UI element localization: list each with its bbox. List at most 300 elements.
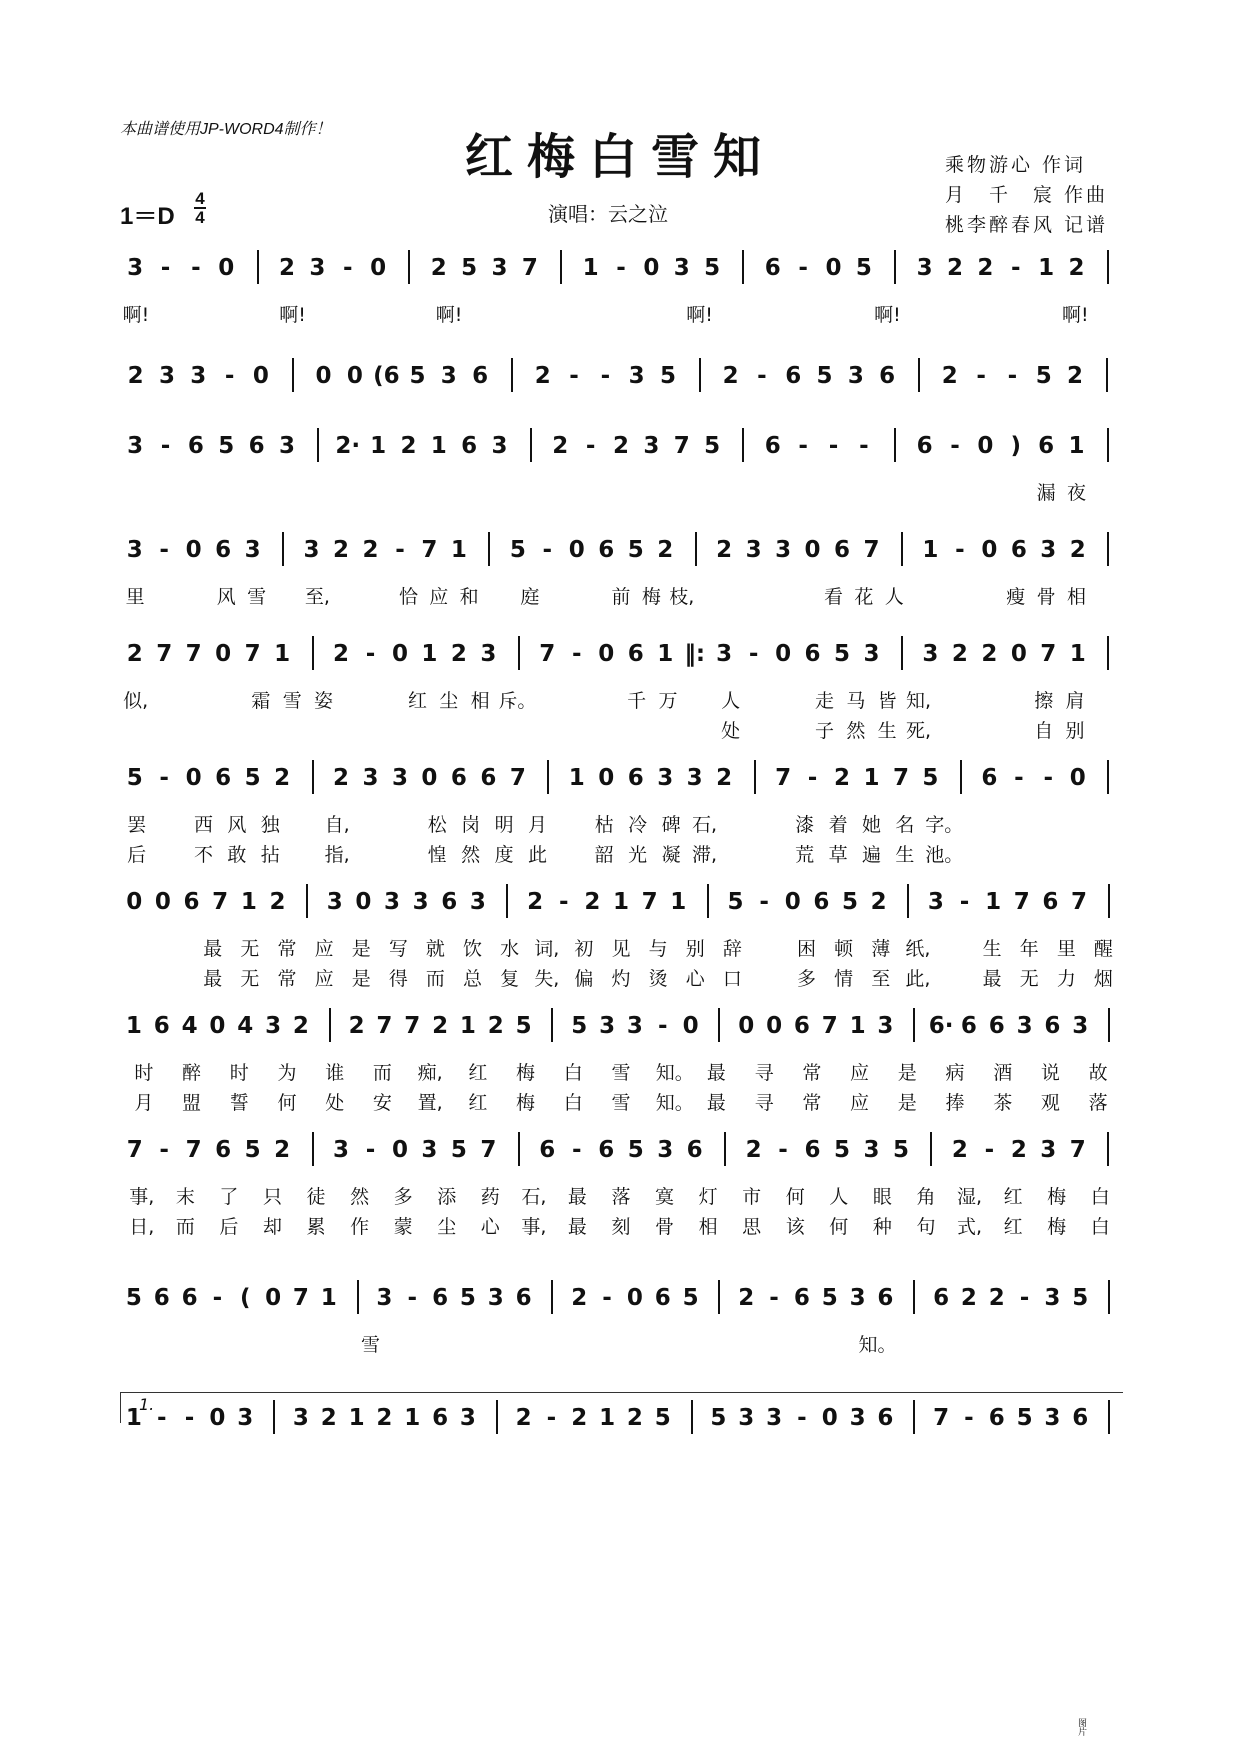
note: 3 bbox=[1040, 1137, 1057, 1163]
software-note: 本曲谱使用JP-WORD4制作！ bbox=[120, 121, 332, 138]
bar-line bbox=[312, 760, 314, 794]
lyric-syllable: 无 bbox=[240, 938, 260, 960]
time-signature-top: 4 bbox=[195, 189, 205, 208]
note: 5 bbox=[461, 255, 478, 281]
note: 6 bbox=[215, 537, 232, 563]
lyric-syllable: 看 bbox=[824, 586, 844, 608]
lyric-syllable: 凝 bbox=[661, 844, 681, 866]
bar-line bbox=[511, 358, 513, 392]
note: 1 bbox=[863, 765, 880, 791]
lyric-syllable: 红 bbox=[468, 1092, 488, 1114]
score-system bbox=[120, 1124, 1122, 1254]
note: 6 bbox=[960, 1013, 977, 1039]
note: 6 bbox=[793, 1013, 810, 1039]
bar-line bbox=[930, 1132, 932, 1166]
bar-line bbox=[312, 636, 314, 670]
lyric-syllable: 西 bbox=[193, 814, 213, 836]
note: 3 bbox=[412, 889, 429, 915]
singer: 演唱：云之泣 bbox=[548, 202, 668, 226]
bar-line bbox=[1107, 760, 1109, 794]
lyric-syllable: 落 bbox=[611, 1186, 631, 1208]
lyric-syllable: 度 bbox=[494, 844, 514, 866]
lyric-syllable: 观 bbox=[1040, 1092, 1060, 1114]
lyric-syllable: 名 bbox=[895, 814, 915, 836]
note: - bbox=[798, 255, 808, 281]
lyric-syllable: 雪 bbox=[247, 586, 267, 608]
lyric-syllable: 水 bbox=[500, 938, 520, 960]
lyric-syllable: 自, bbox=[324, 814, 350, 836]
lyric-syllable: 饮 bbox=[463, 938, 483, 960]
bar-line bbox=[913, 1280, 915, 1314]
lyric-syllable: 石, bbox=[691, 814, 718, 836]
lyric-syllable: 落 bbox=[1088, 1092, 1108, 1114]
lyric-syllable: 谁 bbox=[325, 1062, 345, 1084]
bar-line bbox=[742, 428, 744, 462]
note: 3 bbox=[440, 363, 457, 389]
note: 7 bbox=[126, 1137, 143, 1163]
note: 3 bbox=[491, 255, 508, 281]
lyric-syllable: 骨 bbox=[1036, 586, 1056, 608]
note: 6 bbox=[764, 255, 781, 281]
bar-line bbox=[918, 358, 920, 392]
note: 7 bbox=[1040, 641, 1057, 667]
note: 2 bbox=[487, 1013, 504, 1039]
lyric-syllable: 就 bbox=[425, 938, 445, 960]
lyric-syllable: 事, bbox=[521, 1216, 547, 1238]
lyric-syllable: 药 bbox=[480, 1186, 500, 1208]
note: 5 bbox=[509, 537, 526, 563]
note: 3 bbox=[657, 765, 674, 791]
note: 3 bbox=[326, 889, 343, 915]
lyric-syllable: 是 bbox=[351, 968, 371, 990]
lyric-syllable: 光 bbox=[628, 844, 648, 866]
note: 3 bbox=[309, 255, 326, 281]
lyric-syllable: 薄 bbox=[871, 938, 891, 960]
note: 6 bbox=[1038, 433, 1055, 459]
note: 2 bbox=[552, 433, 569, 459]
lyric-syllable: 白 bbox=[563, 1062, 583, 1084]
lyric-syllable: 烫 bbox=[648, 968, 668, 990]
note: 6 bbox=[598, 537, 615, 563]
lyric-syllable: 月 bbox=[134, 1092, 154, 1114]
transcriber: 桃李醉春风 记谱 bbox=[945, 214, 1109, 236]
note: 2 bbox=[400, 433, 417, 459]
lyric-syllable: 死, bbox=[905, 720, 931, 742]
lyric-syllable: 年 bbox=[1019, 938, 1039, 960]
note: 2 bbox=[527, 889, 544, 915]
note: 0 bbox=[154, 889, 171, 915]
note: 3 bbox=[626, 1013, 643, 1039]
note: 1 bbox=[430, 433, 447, 459]
note: 3 bbox=[766, 1405, 783, 1431]
lyric-syllable: 市 bbox=[742, 1186, 762, 1208]
note: 1 bbox=[1068, 433, 1085, 459]
note: 1 bbox=[450, 537, 467, 563]
lyric-syllable: 最 bbox=[567, 1216, 587, 1238]
note: 6 bbox=[461, 433, 478, 459]
note: - bbox=[342, 255, 353, 281]
note: 6 bbox=[515, 1285, 532, 1311]
note: 2 bbox=[716, 537, 733, 563]
lyric-syllable: 何 bbox=[829, 1216, 849, 1238]
bar-line bbox=[695, 532, 697, 566]
lyric-syllable: 骨 bbox=[655, 1216, 675, 1238]
lyric-syllable: 相 bbox=[1066, 586, 1086, 608]
note: 5 bbox=[922, 765, 939, 791]
lyric-syllable: 作 bbox=[350, 1216, 370, 1238]
note: 0 bbox=[766, 1013, 783, 1039]
note: 1 bbox=[849, 1013, 866, 1039]
lyric-syllable: 红 bbox=[407, 690, 427, 712]
bar-line bbox=[894, 428, 896, 462]
volta-label: 1. bbox=[139, 1395, 155, 1414]
lyric-syllable: 夜 bbox=[1066, 482, 1086, 504]
note: 5 bbox=[892, 1137, 909, 1163]
lyric-syllable: 和 bbox=[459, 586, 479, 608]
note: 6 bbox=[804, 1137, 821, 1163]
lyric-syllable: 子 bbox=[815, 720, 835, 742]
note: 6 bbox=[793, 1285, 810, 1311]
lyric-syllable: 漏 bbox=[1036, 482, 1056, 504]
note: 5 bbox=[515, 1013, 532, 1039]
note: 1 bbox=[657, 641, 674, 667]
note: 1 bbox=[670, 889, 687, 915]
note: - bbox=[602, 1285, 612, 1311]
note: 3 bbox=[716, 641, 733, 667]
note: 2 bbox=[584, 889, 601, 915]
lyric-syllable: 常 bbox=[802, 1092, 822, 1114]
lyric-syllable: 滞, bbox=[691, 844, 718, 866]
lyric-syllable: 白 bbox=[1090, 1186, 1110, 1208]
note: 6 bbox=[879, 363, 896, 389]
note-row bbox=[120, 1124, 1122, 1180]
note: 0 bbox=[209, 1013, 226, 1039]
note: 3 bbox=[190, 363, 207, 389]
note: - bbox=[657, 1013, 668, 1039]
bar-line bbox=[1108, 884, 1110, 918]
note: 3 bbox=[303, 537, 320, 563]
bar-line bbox=[894, 250, 896, 284]
lyric-syllable: 最 bbox=[706, 1092, 726, 1114]
note: 2 bbox=[612, 433, 629, 459]
note: 3 bbox=[738, 1405, 755, 1431]
note: 2 bbox=[450, 641, 467, 667]
note: 0 bbox=[568, 537, 585, 563]
note: 1 bbox=[240, 889, 257, 915]
note: 2 bbox=[274, 765, 291, 791]
lyric-syllable: 字。 bbox=[925, 814, 964, 836]
note: 6 bbox=[450, 765, 467, 791]
lyric-syllable: 应 bbox=[850, 1062, 870, 1084]
bar-line bbox=[1108, 1280, 1110, 1314]
lyric-syllable: 肩 bbox=[1065, 690, 1085, 712]
note: - bbox=[1010, 255, 1021, 281]
lyric-syllable: 常 bbox=[277, 938, 297, 960]
lyric-syllable: 何 bbox=[277, 1092, 297, 1114]
bar-line bbox=[913, 1008, 915, 1042]
lyric-syllable: 梅 bbox=[516, 1062, 536, 1084]
note: 6 bbox=[877, 1285, 894, 1311]
note: 7 bbox=[892, 765, 909, 791]
note: 7 bbox=[421, 537, 438, 563]
note-row bbox=[120, 242, 1122, 298]
bar-line bbox=[1106, 358, 1108, 392]
lyric-syllable: 别 bbox=[685, 938, 705, 960]
note: 6 bbox=[988, 1013, 1005, 1039]
note: 0 bbox=[784, 889, 801, 915]
bar-line bbox=[488, 532, 490, 566]
note: 3 bbox=[376, 1285, 393, 1311]
note: 2 bbox=[348, 1013, 365, 1039]
note: - bbox=[616, 255, 626, 281]
lyric-syllable: 啊! bbox=[435, 304, 463, 326]
note: 0 bbox=[315, 363, 332, 389]
note: 6 bbox=[933, 1285, 950, 1311]
bar-line bbox=[408, 250, 410, 284]
note: 7 bbox=[863, 537, 880, 563]
note: 0 bbox=[598, 641, 615, 667]
lyric-syllable: 却 bbox=[262, 1216, 282, 1238]
bar-line bbox=[754, 760, 756, 794]
note: 5 bbox=[450, 1137, 467, 1163]
lyric-syllable: 人 bbox=[884, 586, 904, 608]
note: 1 bbox=[320, 1285, 337, 1311]
note: 1 bbox=[125, 1405, 142, 1431]
note: - bbox=[757, 363, 767, 389]
lyric-syllable: 瘦 bbox=[1006, 586, 1026, 608]
note: 0 bbox=[643, 255, 660, 281]
note: 6 bbox=[764, 433, 781, 459]
note: 5 bbox=[682, 1285, 699, 1311]
note: 2· bbox=[335, 433, 361, 459]
note: 6 bbox=[834, 537, 851, 563]
note: - bbox=[859, 433, 869, 459]
lyric-syllable: 池。 bbox=[925, 844, 964, 866]
lyric-syllable: 徒 bbox=[306, 1186, 326, 1208]
note: 6 bbox=[215, 1137, 232, 1163]
lyric-syllable: 蒙 bbox=[393, 1216, 413, 1238]
lyric-syllable: 了 bbox=[219, 1186, 239, 1208]
lyric-syllable: 辞 bbox=[722, 938, 742, 960]
note-row bbox=[120, 876, 1122, 932]
note: 3 bbox=[362, 765, 379, 791]
lyric-syllable: 而 bbox=[372, 1062, 392, 1084]
bar-line bbox=[312, 1132, 314, 1166]
note: - bbox=[542, 537, 553, 563]
bar-line bbox=[551, 1008, 553, 1042]
note: 0 bbox=[209, 1405, 226, 1431]
note: 4 bbox=[181, 1013, 198, 1039]
note: 7 bbox=[539, 641, 556, 667]
note: 7 bbox=[156, 641, 173, 667]
note: 0 bbox=[391, 1137, 408, 1163]
note: 2 bbox=[362, 537, 379, 563]
note: 3 bbox=[391, 765, 408, 791]
note: 2 bbox=[333, 641, 350, 667]
note: 0 bbox=[185, 765, 202, 791]
lyric-syllable: 指, bbox=[324, 844, 350, 866]
note: 0 bbox=[804, 537, 821, 563]
note: 6 bbox=[1010, 537, 1027, 563]
note: (6 bbox=[373, 363, 400, 389]
note: 5 bbox=[821, 1285, 838, 1311]
note: - bbox=[1019, 1285, 1030, 1311]
bar-line bbox=[1107, 250, 1109, 284]
lyric-syllable: 而 bbox=[175, 1216, 195, 1238]
note: 2 bbox=[127, 363, 144, 389]
lyric-syllable: 敢 bbox=[227, 844, 247, 866]
lyric-syllable: 何 bbox=[785, 1186, 805, 1208]
note: 3 bbox=[686, 765, 703, 791]
note: 3 bbox=[847, 363, 864, 389]
bar-line bbox=[699, 358, 701, 392]
note: 7 bbox=[521, 255, 538, 281]
note: 1 bbox=[274, 641, 291, 667]
note: 6· bbox=[928, 1013, 954, 1039]
note: - bbox=[984, 1137, 995, 1163]
note: 0 bbox=[825, 255, 842, 281]
bar-line bbox=[1107, 428, 1109, 462]
note: 0 bbox=[977, 433, 994, 459]
note: 0 bbox=[738, 1013, 755, 1039]
note-row bbox=[120, 350, 1122, 406]
lyric-syllable: 擦 bbox=[1034, 690, 1054, 712]
note: - bbox=[160, 433, 171, 459]
lyric-syllable: 说 bbox=[1040, 1062, 1060, 1084]
lyric-syllable: 姿 bbox=[314, 690, 334, 712]
note: 7 bbox=[933, 1405, 950, 1431]
note: 0 bbox=[821, 1405, 838, 1431]
note: - bbox=[807, 765, 818, 791]
note: - bbox=[191, 255, 201, 281]
lyric-syllable: 斥。 bbox=[498, 690, 537, 712]
lyric-syllable: 罢 bbox=[127, 814, 147, 836]
note: - bbox=[156, 1405, 167, 1431]
bar-line bbox=[506, 884, 508, 918]
note: 6 bbox=[539, 1137, 556, 1163]
lyric-syllable: 是 bbox=[351, 938, 371, 960]
note: 1 bbox=[582, 255, 599, 281]
note: 1 bbox=[421, 641, 438, 667]
note: 7 bbox=[821, 1013, 838, 1039]
note: 3 bbox=[265, 1013, 282, 1039]
note-row bbox=[120, 1000, 1122, 1056]
bar-line bbox=[560, 250, 562, 284]
note: - bbox=[212, 1285, 223, 1311]
bar-line bbox=[518, 636, 520, 670]
lyric-syllable: 红 bbox=[468, 1062, 488, 1084]
note: ) bbox=[1010, 433, 1021, 459]
note: 6 bbox=[1042, 889, 1059, 915]
note: - bbox=[748, 641, 759, 667]
lyric-syllable: 心 bbox=[480, 1216, 500, 1238]
lyric-syllable: 多 bbox=[393, 1186, 413, 1208]
lyric-syllable: 式, bbox=[956, 1216, 983, 1238]
lyric-syllable: 思 bbox=[742, 1216, 762, 1238]
note: 3 bbox=[491, 433, 508, 459]
note: 7 bbox=[480, 1137, 497, 1163]
note: 3 bbox=[333, 1137, 350, 1163]
note: - bbox=[759, 889, 769, 915]
lyric-syllable: 石, bbox=[521, 1186, 547, 1208]
lyric-syllable: 知。 bbox=[858, 1334, 897, 1356]
bar-line bbox=[724, 1132, 726, 1166]
lyric-syllable: 寞 bbox=[655, 1186, 675, 1208]
note: 6 bbox=[441, 889, 458, 915]
note: 0 bbox=[598, 765, 615, 791]
note: 4 bbox=[237, 1013, 254, 1039]
lyric-syllable: 似, bbox=[123, 690, 149, 712]
note: 6 bbox=[988, 1405, 1005, 1431]
note: 5 bbox=[571, 1013, 588, 1039]
lyric-syllable: 生 bbox=[877, 720, 897, 742]
lyric-syllable: 末 bbox=[175, 1186, 195, 1208]
lyric-syllable: 独 bbox=[260, 814, 280, 836]
note: - bbox=[159, 765, 169, 791]
note: ‖: bbox=[684, 641, 706, 667]
bar-line bbox=[282, 532, 284, 566]
note: 2 bbox=[960, 1285, 977, 1311]
note: 3 bbox=[127, 255, 144, 281]
bar-line bbox=[257, 250, 259, 284]
lyric-syllable: 应 bbox=[314, 938, 334, 960]
lyric-syllable: 碑 bbox=[661, 814, 681, 836]
note: 2 bbox=[430, 255, 447, 281]
lyric-syllable: 醒 bbox=[1093, 938, 1113, 960]
note: 5 bbox=[704, 255, 721, 281]
lyric-syllable: 偏 bbox=[574, 968, 594, 990]
lyric-syllable: 啊! bbox=[874, 304, 901, 326]
score-system bbox=[120, 752, 1122, 882]
note: 2 bbox=[1069, 537, 1086, 563]
lyric-syllable: 啊! bbox=[279, 304, 306, 326]
bar-line bbox=[518, 1132, 520, 1166]
lyric-syllable: 烟 bbox=[1093, 968, 1113, 990]
lyric-syllable: 不 bbox=[193, 844, 213, 866]
note: 2 bbox=[534, 363, 551, 389]
lyric-syllable: 漆 bbox=[795, 814, 815, 836]
lyric-syllable: 痴, bbox=[417, 1062, 443, 1084]
page-title: 红梅白雪知 bbox=[464, 129, 775, 185]
note: 3 bbox=[292, 1405, 309, 1431]
lyric-syllable: 而 bbox=[425, 968, 445, 990]
bar-line bbox=[551, 1280, 553, 1314]
note: 7 bbox=[1013, 889, 1030, 915]
lyric-syllable: 后 bbox=[127, 844, 147, 866]
note-row bbox=[120, 628, 1122, 684]
lyric-syllable: 尘 bbox=[437, 1216, 457, 1238]
note-row bbox=[120, 752, 1122, 808]
note: 0 bbox=[252, 363, 269, 389]
lyric-syllable: 刻 bbox=[611, 1216, 631, 1238]
lyric-syllable: 然 bbox=[350, 1186, 370, 1208]
note: 0 bbox=[355, 889, 372, 915]
note: 5 bbox=[627, 537, 644, 563]
note: 3 bbox=[849, 1405, 866, 1431]
lyric-syllable: 惶 bbox=[427, 844, 447, 866]
lyric-syllable: 寻 bbox=[754, 1092, 774, 1114]
note: 6 bbox=[480, 765, 497, 791]
note: 7 bbox=[673, 433, 690, 459]
note: 2 bbox=[977, 255, 994, 281]
lyric-syllable: 病 bbox=[945, 1062, 965, 1084]
note: 6 bbox=[248, 433, 265, 459]
lyric-syllable: 捧 bbox=[945, 1092, 965, 1114]
note: 7 bbox=[1071, 889, 1088, 915]
note: - bbox=[569, 363, 579, 389]
lyric-syllable: 白 bbox=[1090, 1216, 1110, 1238]
lyric-syllable: 添 bbox=[437, 1186, 457, 1208]
